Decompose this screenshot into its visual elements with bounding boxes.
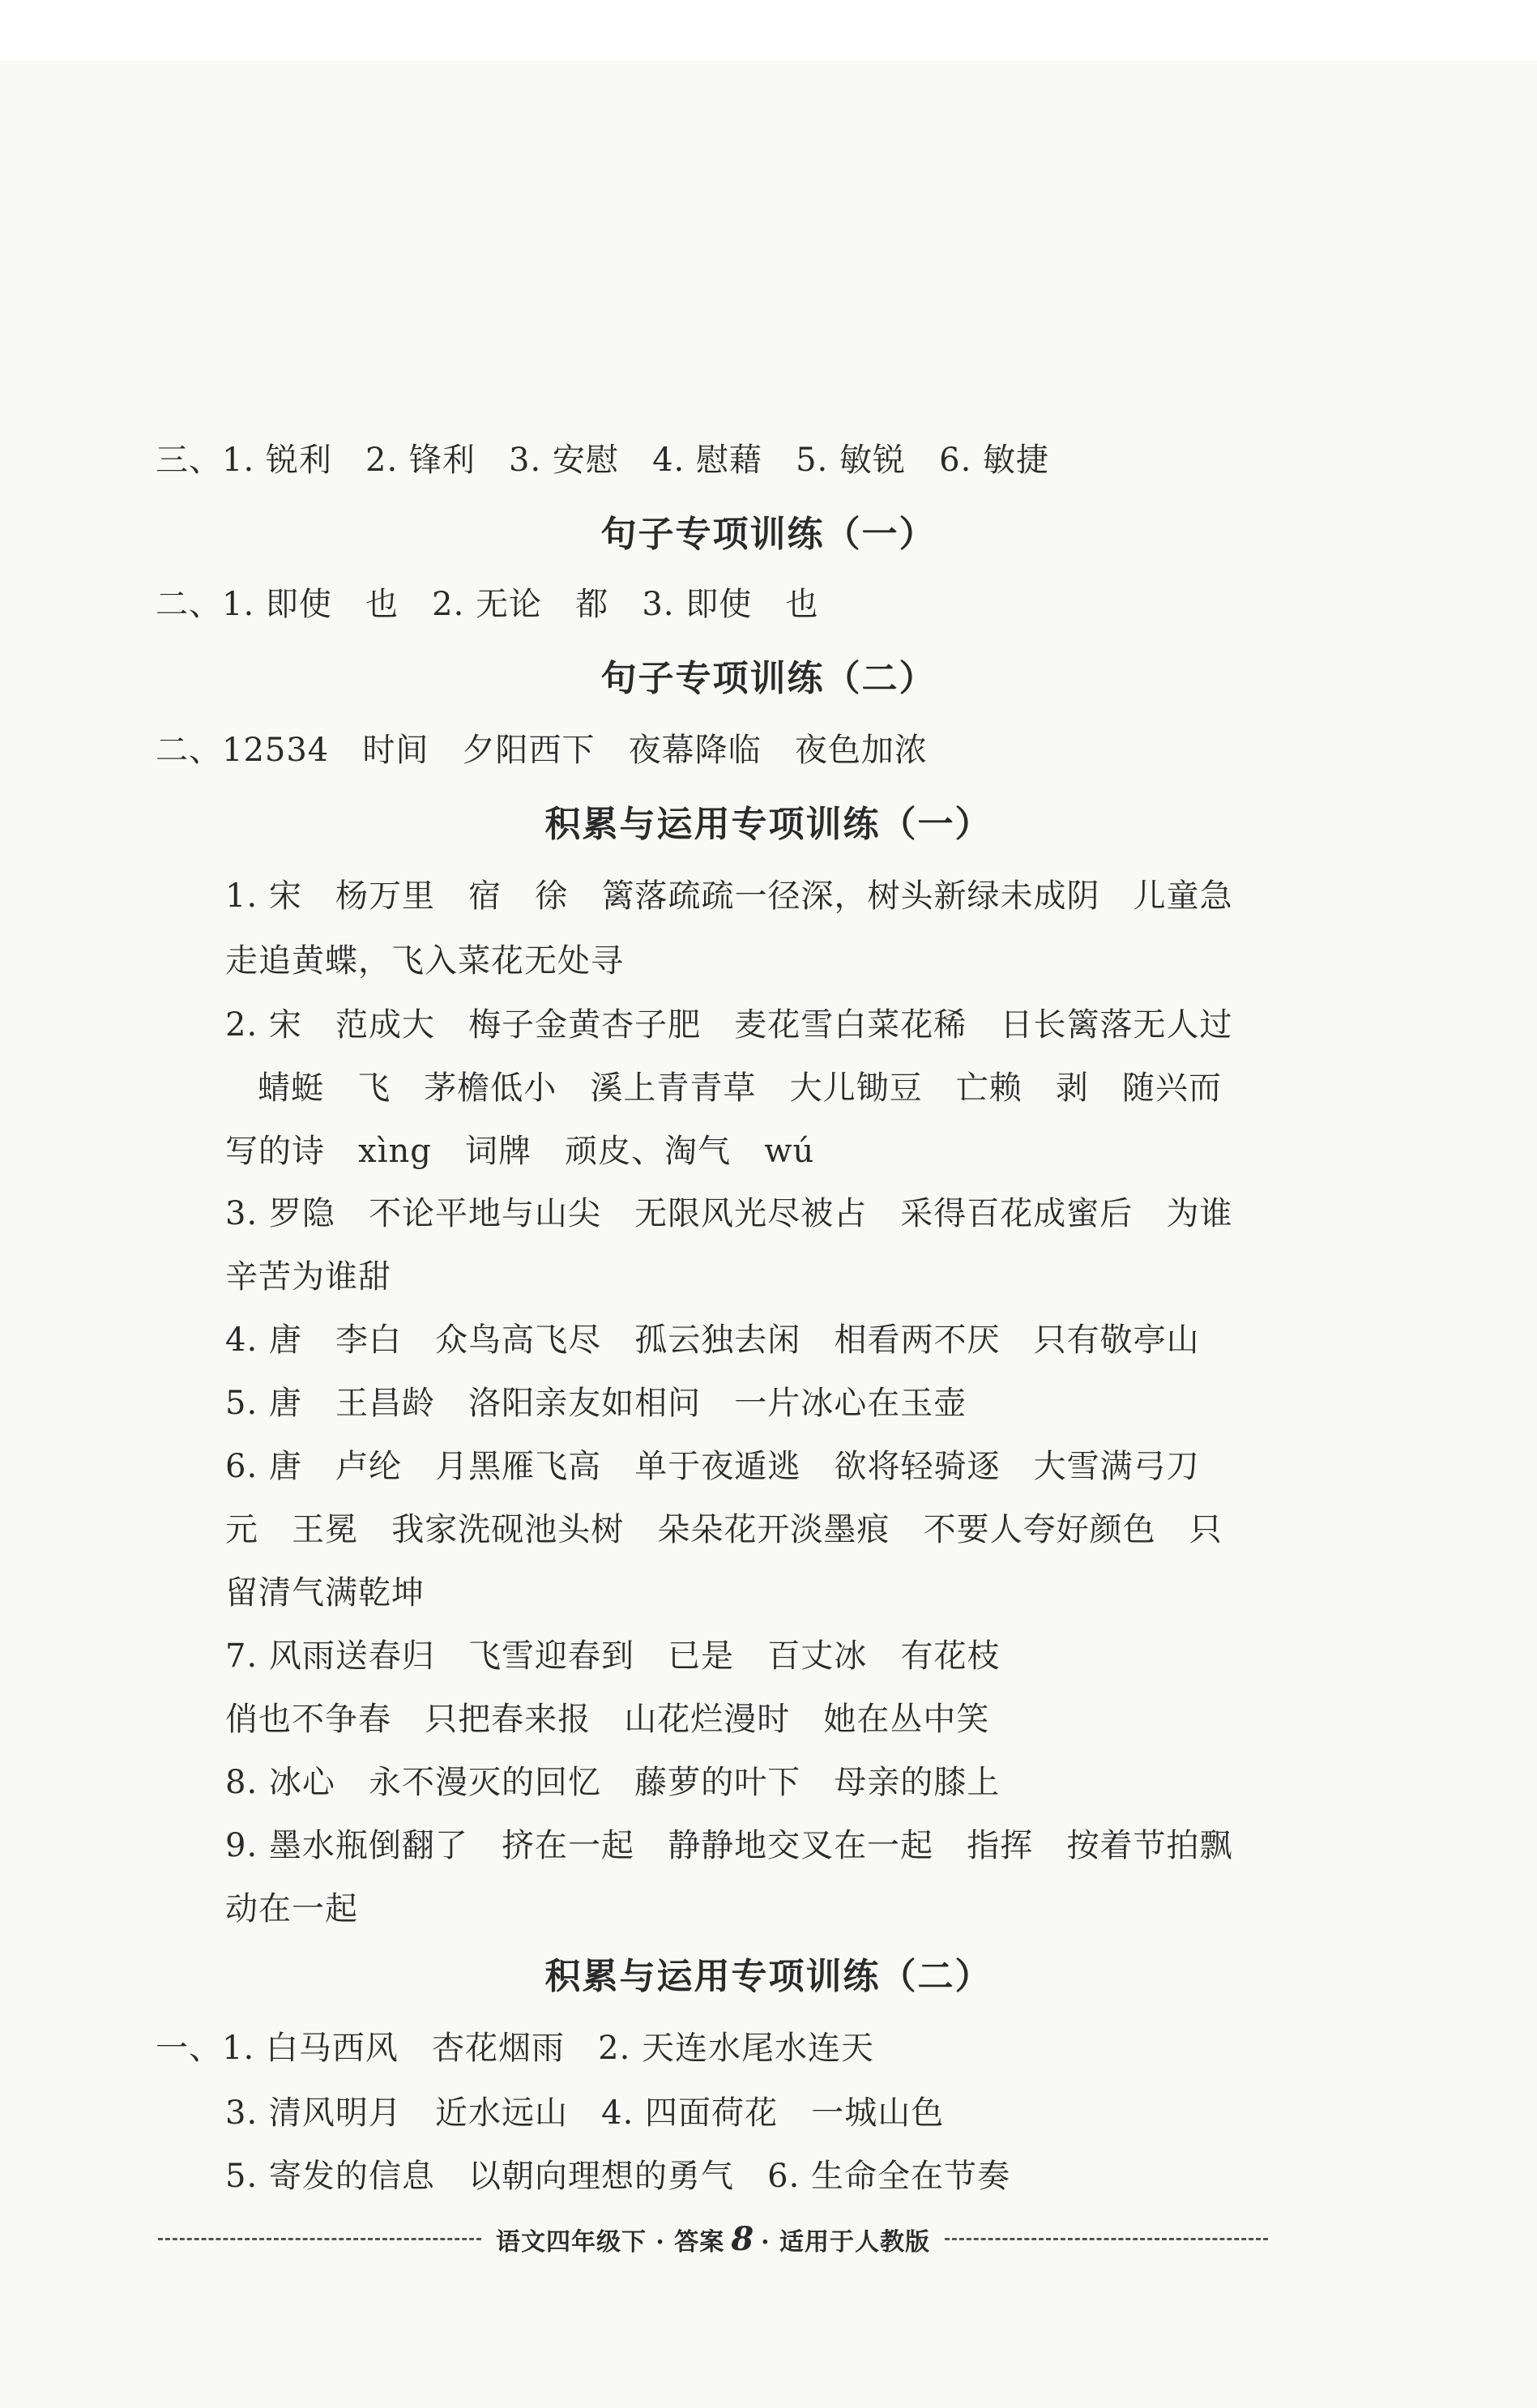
answer-line: 1. 宋 杨万里 宿 徐 篱落疏疏一径深，树头新绿未成阴 儿童急 <box>225 877 1233 915</box>
footer-dash-right <box>945 2238 1268 2240</box>
answer-line: 5. 唐 王昌龄 洛阳亲友如相问 一片冰心在玉壶 <box>225 1385 967 1422</box>
answer-line: 7. 风雨送春归 飞雪迎春到 已是 百丈冰 有花枝 <box>225 1637 1001 1675</box>
answer-line: 俏也不争春 只把春来报 山花烂漫时 她在丛中笑 <box>225 1701 990 1738</box>
answer-line: 4. 唐 李白 众鸟高飞尽 孤云独去闲 相看两不厌 只有敬亭山 <box>225 1321 1200 1359</box>
section-heading: 句子专项训练（二） <box>600 658 937 699</box>
answer-line: 辛苦为谁甜 <box>225 1258 391 1296</box>
page-number: 8 <box>731 2219 755 2258</box>
page-footer <box>158 2218 1268 2259</box>
footer-label <box>481 2220 945 2258</box>
answer-line: 一、1. 白马西风 杏花烟雨 2. 天连水尾水连天 <box>156 2030 875 2067</box>
answer-line: 二、12534 时间 夕阳西下 夜幕降临 夜色加浓 <box>156 732 928 769</box>
section-heading: 积累与运用专项训练（一） <box>544 804 993 845</box>
answer-line: 9. 墨水瓶倒翻了 挤在一起 静静地交叉在一起 指挥 按着节拍飘 <box>225 1827 1233 1864</box>
section-heading: 积累与运用专项训练（二） <box>544 1956 993 1997</box>
section-heading: 句子专项训练（一） <box>600 514 937 555</box>
answer-line: 蜻蜓 飞 茅檐低小 溪上青青草 大儿锄豆 亡赖 剥 随兴而 <box>258 1070 1223 1107</box>
answer-line: 2. 宋 范成大 梅子金黄杏子肥 麦花雪白菜花稀 日长篱落无人过 <box>225 1006 1233 1044</box>
answer-line: 写的诗 xìng 词牌 顽皮、淘气 wú <box>225 1133 815 1170</box>
answer-line: 留清气满乾坤 <box>225 1574 425 1612</box>
answer-line: 元 王冕 我家洗砚池头树 朵朵花开淡墨痕 不要人夸好颜色 只 <box>225 1511 1223 1548</box>
answer-line: 动在一起 <box>225 1890 358 1928</box>
answer-line: 二、1. 即使 也 2. 无论 都 3. 即使 也 <box>156 586 819 623</box>
footer-dash-left <box>158 2238 481 2240</box>
answer-line: 3. 清风明月 近水远山 4. 四面荷花 一城山色 <box>225 2094 945 2132</box>
answer-line: 6. 唐 卢纶 月黑雁飞高 单于夜遁逃 欲将轻骑逐 大雪满弓刀 <box>225 1448 1200 1485</box>
footer-edition: · 适用于人教版 <box>761 2227 931 2256</box>
footer-book-title: 语文四年级下 · 答案 <box>495 2227 725 2256</box>
answer-line: 8. 冰心 永不漫灭的回忆 藤萝的叶下 母亲的膝上 <box>225 1764 1001 1801</box>
answer-line: 5. 寄发的信息 以朝向理想的勇气 6. 生命全在节奏 <box>225 2158 1011 2195</box>
answer-line: 3. 罗隐 不论平地与山尖 无限风光尽被占 采得百花成蜜后 为谁 <box>225 1195 1233 1232</box>
answer-line: 走追黄蝶，飞入菜花无处寻 <box>225 942 624 980</box>
answer-line: 三、1. 锐利 2. 锋利 3. 安慰 4. 慰藉 5. 敏锐 6. 敏捷 <box>156 442 1049 479</box>
